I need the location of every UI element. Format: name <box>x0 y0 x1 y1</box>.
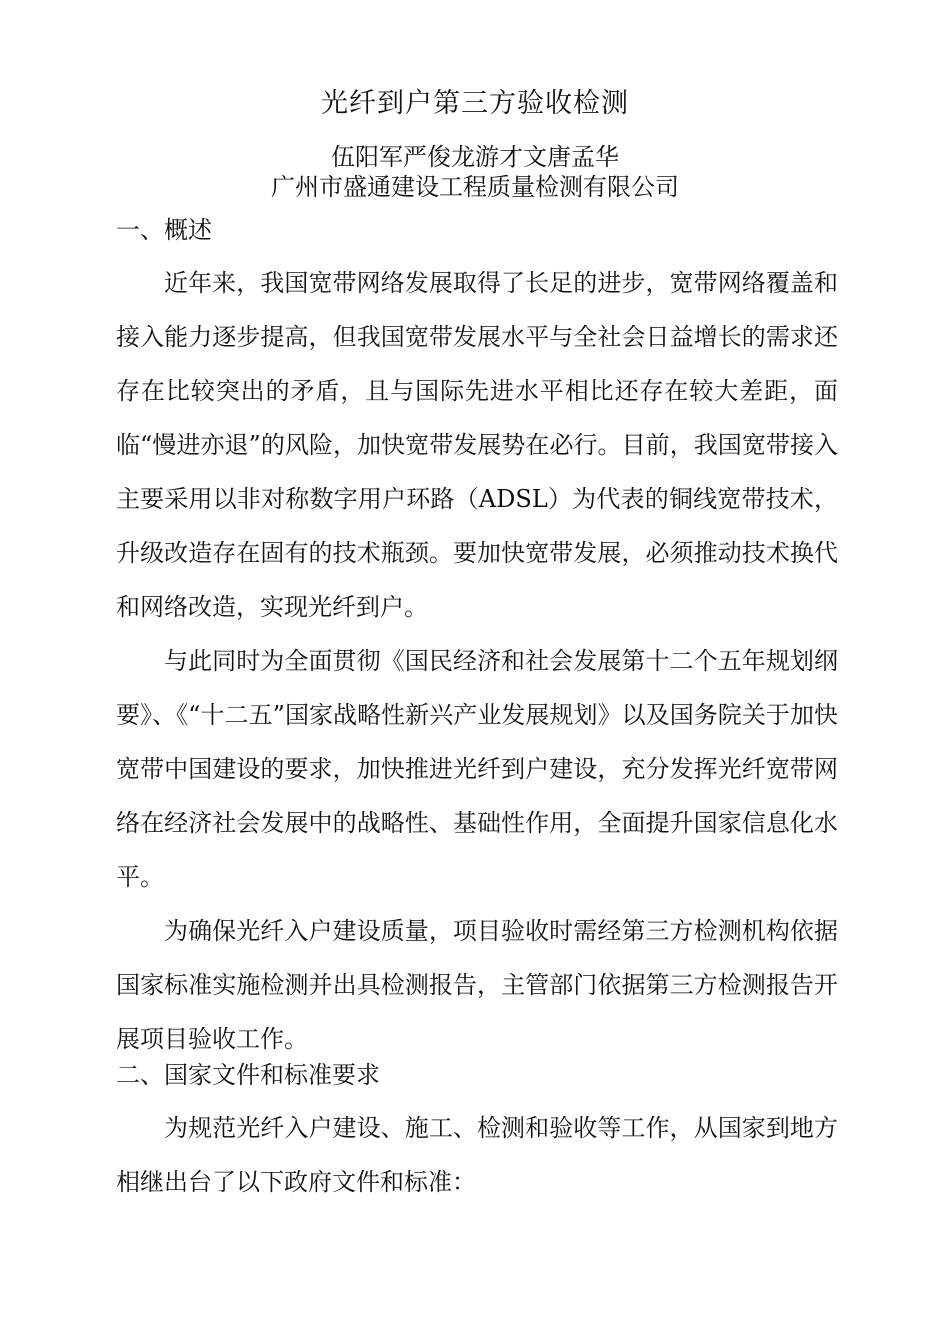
paragraph-overview-3: 为确保光纤入户建设质量，项目验收时需经第三方检测机构依据国家标准实施检测并出具检测报告，主管部门依据第三方检测报告开展项目验收工作。 <box>116 917 838 1053</box>
section-heading-standards: 二、国家文件和标准要求 <box>116 1061 380 1089</box>
document-authors: 伍阳军严俊龙游才文唐孟华 <box>331 143 619 171</box>
section-heading-overview: 一、概述 <box>116 216 212 244</box>
document-title: 光纤到户第三方验收检测 <box>321 88 629 119</box>
paragraph-standards-1: 为规范光纤入户建设、施工、检测和验收等工作，从国家到地方相继出台了以下政府文件和标准： <box>116 1114 838 1196</box>
document-organization: 广州市盛通建设工程质量检测有限公司 <box>271 173 679 201</box>
paragraph-overview-2: 与此同时为全面贯彻《国民经济和社会发展第十二个五年规划纲要》、《“十二五”国家战略性新兴产业发展规划》以及国务院关于加快宽带中国建设的要求，加快推进光纤到户建设，充分发挥光纤宽带网络在经济社会发展中的战略性、基础性作用，全面提升国家信息化水平。 <box>116 647 838 891</box>
paragraph-overview-1: 近年来，我国宽带网络发展取得了长足的进步，宽带网络覆盖和接入能力逐步提高，但我国宽带发展水平与全社会日益增长的需求还存在比较突出的矛盾，且与国际先进水平相比还存在较大差距，面临“慢进亦退”的风险，加快宽带发展势在必行。目前，我国宽带接入主要采用以非对称数字用户环路（ADSL）为代表的铜线宽带技术，升级改造存在固有的技术瓶颈。要加快宽带发展，必须推动技术换代和网络改造，实现光纤到户。 <box>116 269 838 621</box>
